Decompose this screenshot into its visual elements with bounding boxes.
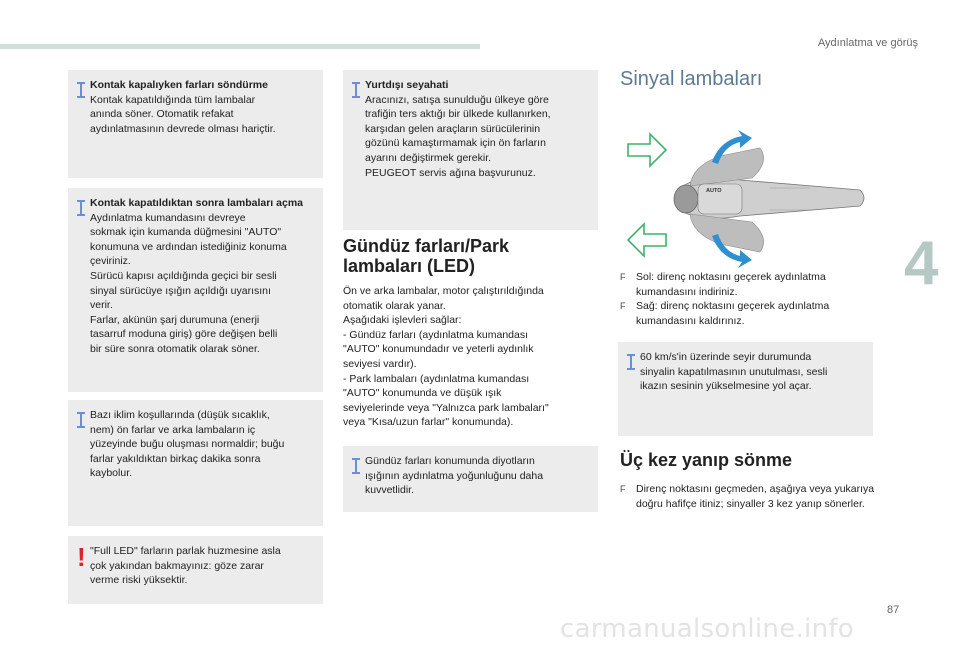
section-heading-turn-signals: Sinyal lambaları — [620, 68, 763, 90]
info-icon — [355, 458, 357, 474]
header-bar — [0, 44, 480, 49]
info-box-lights-off — [68, 70, 323, 178]
chapter-number: 4 — [904, 229, 939, 298]
info-icon — [80, 412, 82, 428]
info-title: Kontak kapalıyken farları söndürme — [90, 79, 268, 91]
triple-flash-bullets — [620, 482, 878, 511]
info-icon — [355, 82, 357, 98]
info-title: Yurtdışı seyahati — [365, 79, 449, 91]
list-item: F Sol: direnç noktasını geçerek aydınlatma kumandasını indiriniz. — [620, 270, 878, 299]
info-text: Yurtdışı seyahati Aracınızı, satışa sunulduğu ülkeye göre trafiğin ters aktığı bir ülkede kullanırken, karşıdan gelen araçların sürücülerinin gözünü kamaştırmamak için ön farların ayarını değiştirmek gerekir. PEUGEOT servis ağına başvurunuz. — [365, 78, 590, 180]
info-text: Kontak kapalıyken farları söndürme Kontak kapatıldığında tüm lambalar anında söner. Otomatik refakat aydınlatmasının devrede olması hariçtir. — [90, 78, 315, 136]
info-title: Kontak kapatıldıktan sonra lambaları açma — [90, 197, 303, 209]
info-icon — [80, 200, 82, 216]
info-box-diodes — [343, 446, 598, 512]
watermark: carmanualsonline.info — [560, 614, 855, 644]
info-box-travel-abroad — [343, 70, 598, 230]
info-icon — [630, 354, 632, 370]
warning-icon: ! — [77, 542, 86, 572]
info-box-signal-reminder — [618, 342, 873, 436]
stalk-auto-label: AUTO — [706, 188, 722, 194]
info-text: 60 km/s'in üzerinde seyir durumunda sinyalin kapatılmasının unutulması, sesli ikazın sesinin yükselmesine yol açar. — [640, 351, 828, 393]
list-item: F Sağ: direnç noktasını geçerek aydınlatma kumandasını kaldırınız. — [620, 299, 878, 328]
drl-body-text: Ön ve arka lambalar, motor çalıştırıldığında otomatik olarak yanar. Aşağıdaki işlevleri sağlar: - Gündüz farları (aydınlatma kumandası "AUTO" konumundadır ve yeterli aydınlık seviyesi vardır). - Park lambaları (aydınlatma kumandası "AUTO" konumunda ve düşük ışık seviyelerinde veya "Yalnızca park lambaları" veya "Kısa/uzun farlar" konumunda). — [343, 285, 549, 429]
section-title: Aydınlatma ve görüş — [817, 37, 918, 49]
list-item: F Direnç noktasını geçmeden, aşağıya veya yukarıya doğru hafifçe itiniz; sinyaller 3 kez yanıp sönerler. — [620, 482, 878, 511]
info-box-condensation — [68, 400, 323, 526]
info-box-lights-on — [68, 188, 323, 392]
turn-signal-bullets — [620, 270, 878, 328]
info-text: Kontak kapatıldıktan sonra lambaları açma Aydınlatma kumandasını devreye sokmak için kumanda düğmesini "AUTO" konumuna ve ardından istediğiniz konuma çeviriniz. Sürücü kapısı açıldığında geçici bir sesli sinyal sürücüye ışığın açıldığı uyarısını verir. Farlar, akünün şarj durumuna (enerji tasarruf moduna giriş) göre değişen belli bir süre sonra otomatik olarak söner. — [90, 196, 315, 357]
page-number: 87 — [887, 604, 900, 616]
info-text: Gündüz farları konumunda diyotların ışığının aydınlatma yoğunluğunu daha kuvvetlidir. — [365, 455, 544, 497]
info-icon — [80, 82, 82, 98]
section-heading-drl: Gündüz farları/Park lambaları (LED) — [343, 236, 510, 276]
warning-text: "Full LED" farların parlak huzmesine asla çok yakından bakmayınız: göze zarar verme riski yüksektir. — [90, 545, 281, 587]
warning-box-full-led — [68, 536, 323, 604]
section-heading-triple-flash: Üç kez yanıp sönme — [620, 450, 793, 470]
lighting-stalk-illustration — [620, 118, 870, 280]
info-text: Bazı iklim koşullarında (düşük sıcaklık, nem) ön farlar ve arka lambaların iç yüzeyinde buğu oluşması normaldir; buğu farlar yakıldıktan birkaç dakika sonra kaybolur. — [90, 409, 285, 480]
